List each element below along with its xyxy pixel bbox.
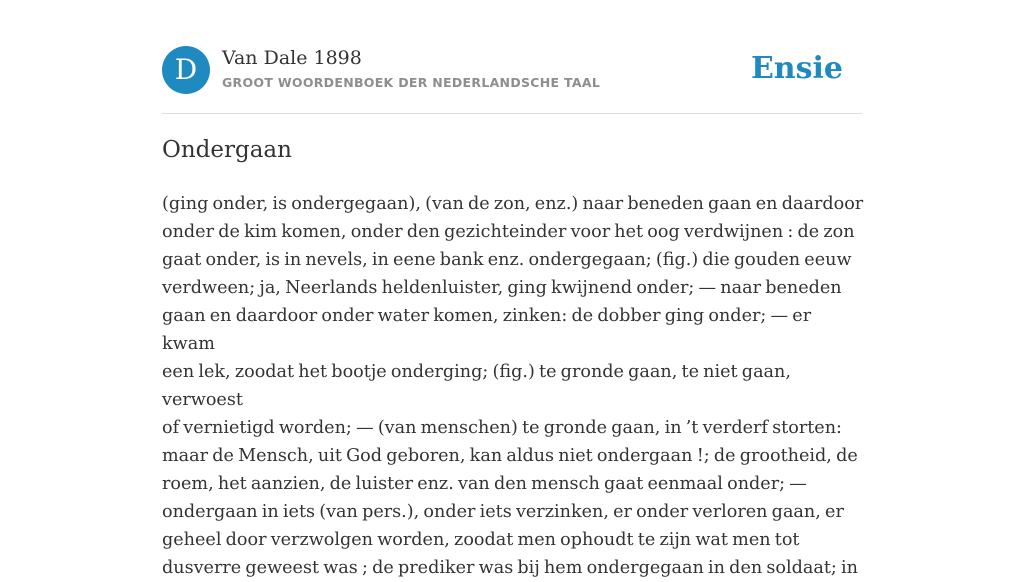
- header-divider: [162, 113, 862, 114]
- source-title[interactable]: Van Dale 1898: [222, 47, 362, 69]
- source-header: [162, 46, 862, 96]
- brand-logo[interactable]: Ensie: [750, 51, 843, 86]
- source-subtitle: GROOT WOORDENBOEK DER NEDERLANDSCHE TAAL: [222, 75, 601, 90]
- entry-headword: Ondergaan: [162, 137, 292, 163]
- source-logo[interactable]: D: [162, 46, 210, 94]
- entry-definition: (ging onder, is ondergegaan), (van de zon, enz.) naar beneden gaan en daardoor onder de kim komen, onder den gezichteinder voor het oog verdwijnen : de zon gaat onder, is in nevels, in eene bank enz. ondergegaan; (fig.) die gouden eeuw verdween; ja, Neerlands heldenluister, ging kwijnend onder; — naar beneden gaan en daardoor onder water komen, zinken: de dobber ging onder; — er kwam een lek, zoodat het bootje onderging; (fig.) te gronde gaan, te niet gaan, verwoest of vernietigd worden; — (van menschen) te gronde gaan, in ’t verderf storten: maar de Mensch, uit God geboren, kan aldus niet ondergaan !; de grootheid, de roem, het aanzien, de luister enz. van den mensch gaat eenmaal onder; — ondergaan in iets (van pers.), onder iets verzinken, er onder verloren gaan, er geheel door verzwolgen worden, zoodat men ophoudt te zijn wat men tot dusverre geweest was ; de prediker was bij hem ondergegaan in den soldaat; in: [162, 194, 864, 578]
